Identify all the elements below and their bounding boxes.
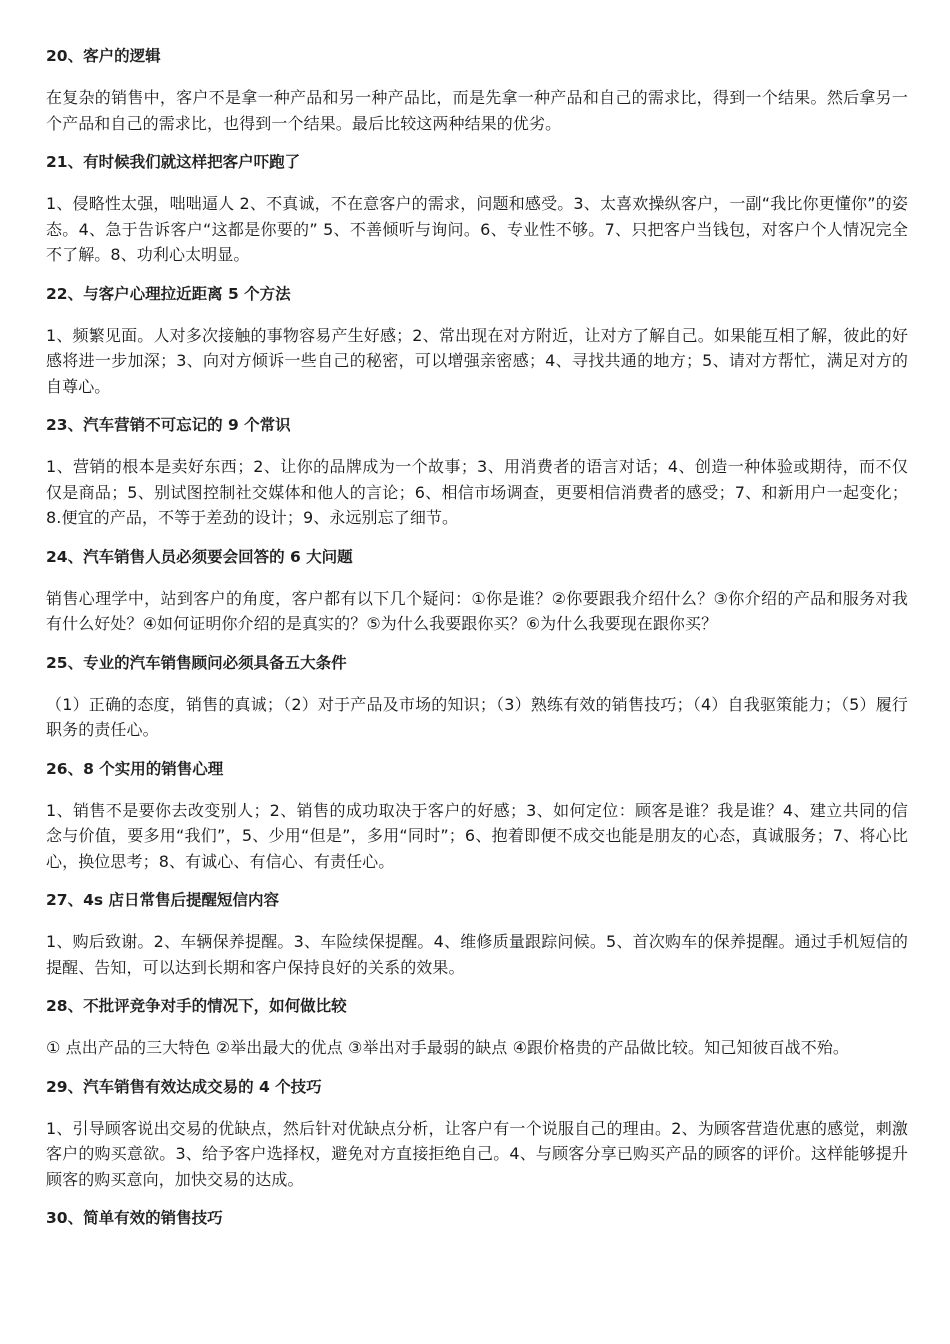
section-27 [46,888,908,980]
section-heading: 27、4s 店日常售后提醒短信内容 [46,891,279,909]
section-heading: 26、8 个实用的销售心理 [46,759,224,778]
section-25 [46,651,908,743]
section-heading: 22、与客户心理拉近距离 5 个方法 [46,284,291,303]
section-heading: 24、汽车销售人员必须要会回答的 6 大问题 [46,547,353,566]
section-heading: 25、专业的汽车销售顾问必须具备五大条件 [46,653,347,672]
section-heading: 23、汽车营销不可忘记的 9 个常识 [46,416,291,434]
section-22 [46,282,908,400]
section-body: ① 点出产品的三大特色 ②举出最大的优点 ③举出对手最弱的缺点 ④跟价格贵的产品做比较。知己知彼百战不殆。 [46,1038,850,1057]
section-23 [46,413,908,531]
section-20 [46,44,908,136]
section-body: 销售心理学中，站到客户的角度，客户都有以下几个疑问：①你是谁？②你要跟我介绍什么？③你介绍的产品和服务对我有什么好处？④如何证明你介绍的是真实的？⑤为什么我要跟你买？⑥为什么我要现在跟你买？ [46,588,908,633]
section-body: 在复杂的销售中，客户不是拿一种产品和另一种产品比，而是先拿一种产品和自己的需求比，得到一个结果。然后拿另一个产品和自己的需求比，也得到一个结果。最后比较这两种结果的优劣。 [46,88,908,133]
section-body: 1、引导顾客说出交易的优缺点，然后针对优缺点分析，让客户有一个说服自己的理由。2、为顾客营造优惠的感觉，刺激客户的购买意欲。3、给予客户选择权，避免对方直接拒绝自己。4、与顾客分享已购买产品的顾客的评价。这样能够提升顾客的购买意向，加快交易的达成。 [46,1118,908,1189]
section-body: 1、侵略性太强，咄咄逼人 2、不真诚，不在意客户的需求，问题和感受。3、太喜欢操纵客户，一副“我比你更懂你”的姿态。4、急于告诉客户“这都是你要的” 5、不善倾听与询问。6、专业性不够。7、只把客户当钱包，对客户个人情况完全不了解。8、功利心太明显。 [46,194,908,264]
section-heading: 20、客户的逻辑 [46,47,161,65]
section-26 [46,757,908,875]
section-heading: 30、简单有效的销售技巧 [46,1209,223,1227]
section-body: 1、频繁见面。人对多次接触的事物容易产生好感；2、常出现在对方附近，让对方了解自己。如果能互相了解，彼此的好感将进一步加深；3、向对方倾诉一些自己的秘密，可以增强亲密感；4、寻找共通的地方；5、请对方帮忙，满足对方的自尊心。 [46,325,908,396]
section-body: 1、购后致谢。2、车辆保养提醒。3、车险续保提醒。4、维修质量跟踪问候。5、首次购车的保养提醒。通过手机短信的提醒、告知，可以达到长期和客户保持良好的关系的效果。 [46,932,908,977]
section-28 [46,994,908,1061]
section-heading: 29、汽车销售有效达成交易的 4 个技巧 [46,1077,322,1096]
section-30 [46,1206,908,1230]
document-page [46,44,908,1247]
section-heading: 28、不批评竞争对手的情况下，如何做比较 [46,997,347,1015]
section-24 [46,545,908,637]
section-body: 1、营销的根本是卖好东西；2、让你的品牌成为一个故事；3、用消费者的语言对话；4、创造一种体验或期待，而不仅仅是商品；5、别试图控制社交媒体和他人的言论；6、相信市场调查，更要相信消费者的感受；7、和新用户一起变化；8.便宜的产品，不等于差劲的设计；9、永远别忘了细节。 [46,457,908,527]
section-21 [46,150,908,268]
section-body: （1）正确的态度，销售的真诚；（2）对于产品及市场的知识；（3）熟练有效的销售技巧；（4）自我驱策能力；（5）履行职务的责任心。 [46,694,908,739]
section-body: 1、销售不是要你去改变别人；2、销售的成功取决于客户的好感；3、如何定位：顾客是谁？我是谁？4、建立共同的信念与价值，要多用“我们”，5、少用“但是”，多用“同时”；6、抱着即便不成交也能是朋友的心态，真诚服务；7、将心比心，换位思考；8、有诚心、有信心、有责任心。 [46,800,908,871]
section-29 [46,1075,908,1193]
section-heading: 21、有时候我们就这样把客户吓跑了 [46,153,301,171]
